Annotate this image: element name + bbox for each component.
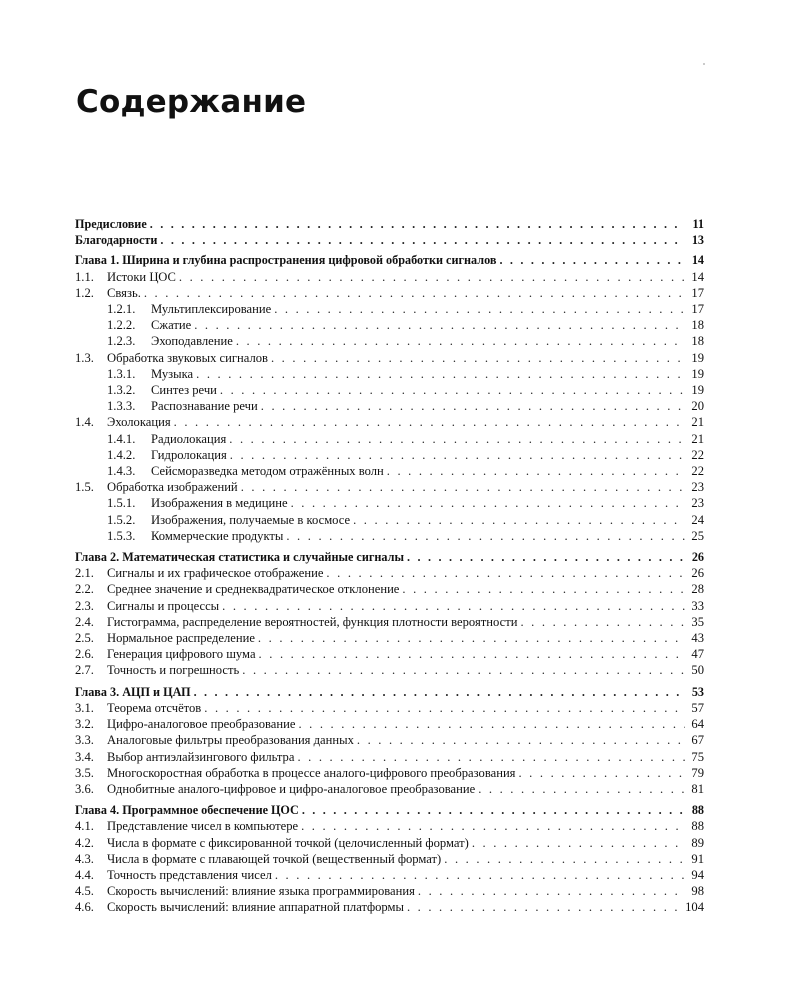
dot-leader xyxy=(150,216,685,232)
toc-entry[interactable] xyxy=(75,479,704,495)
dot-leader xyxy=(236,333,685,349)
page-title: Содержание xyxy=(76,84,307,120)
dot-leader xyxy=(222,598,685,614)
toc-page-number: 13 xyxy=(691,233,704,248)
toc-entry-number: 1.1. xyxy=(75,269,94,284)
toc-entry-title: Многоскоростная обработка в процессе аналого-цифрового преобразования xyxy=(107,765,516,780)
toc-entry-number: 1.5.3. xyxy=(107,528,136,543)
toc-entry-title: Среднее значение и среднеквадратическое отклонение xyxy=(107,582,400,597)
dot-leader xyxy=(302,802,685,818)
toc-page-number: 89 xyxy=(691,835,704,850)
toc-entry-title: Глава 1. Ширина и глубина распространения цифровой обработки сигналов xyxy=(75,253,497,268)
toc-page-number: 79 xyxy=(691,765,704,780)
toc-page-number: 19 xyxy=(691,350,704,365)
toc-page-number: 64 xyxy=(691,717,704,732)
toc-entry-title: Обработка звуковых сигналов xyxy=(107,350,268,365)
toc-entry[interactable] xyxy=(75,431,704,447)
toc-page-number: 43 xyxy=(691,631,704,646)
dot-leader xyxy=(241,479,685,495)
toc-entry-number: 2.2. xyxy=(75,582,94,597)
toc-entry-title: Связь. xyxy=(107,285,141,300)
toc-entry-number: 3.2. xyxy=(75,717,94,732)
dot-leader xyxy=(291,495,685,511)
toc-entry[interactable] xyxy=(75,398,704,414)
toc-entry-number: 4.6. xyxy=(75,900,94,915)
toc-entry-number: 2.3. xyxy=(75,598,94,613)
table-of-contents xyxy=(75,216,704,916)
dot-leader xyxy=(407,899,682,915)
toc-entry-number: 1.2. xyxy=(75,285,94,300)
toc-entry-number: 4.3. xyxy=(75,851,94,866)
toc-entry-title: Скорость вычислений: влияние аппаратной платформы xyxy=(107,900,404,915)
toc-page-number: 24 xyxy=(691,512,704,527)
toc-entry[interactable] xyxy=(75,818,704,834)
toc-page-number: 11 xyxy=(692,217,704,231)
toc-entry-title: Обработка изображений xyxy=(107,480,238,495)
dot-leader xyxy=(301,818,685,834)
dot-leader xyxy=(520,614,685,630)
dot-leader xyxy=(275,867,685,883)
toc-page-number: 14 xyxy=(691,253,704,268)
dot-leader xyxy=(518,765,685,781)
toc-entry-title: Мультиплексирование xyxy=(151,302,272,317)
toc-page-number: 81 xyxy=(691,781,704,796)
toc-page-number: 19 xyxy=(691,383,704,398)
toc-entry[interactable] xyxy=(75,581,704,597)
toc-entry-title: Сжатие xyxy=(151,318,192,333)
dot-leader xyxy=(472,835,685,851)
dot-leader xyxy=(286,528,685,544)
toc-page-number: 18 xyxy=(691,318,704,333)
toc-entry-number: 1.3.1. xyxy=(107,366,136,381)
toc-entry-title: Сигналы и их графическое отображение xyxy=(107,566,324,581)
toc-entry[interactable] xyxy=(75,732,704,748)
toc-page-number: 88 xyxy=(691,803,704,818)
toc-entry-title: Благодарности xyxy=(75,233,158,248)
toc-entry-number: 1.5.2. xyxy=(107,512,136,527)
dot-leader xyxy=(229,431,685,447)
toc-entry-title: Цифро-аналоговое преобразование xyxy=(107,717,296,732)
toc-entry-title: Истоки ЦОС xyxy=(107,269,176,284)
toc-page-number: 23 xyxy=(691,480,704,495)
toc-entry[interactable] xyxy=(75,716,704,732)
dot-leader xyxy=(174,414,685,430)
toc-page-number: 21 xyxy=(691,431,704,446)
toc-entry[interactable] xyxy=(75,851,704,867)
toc-page-number: 50 xyxy=(691,663,704,678)
dot-leader xyxy=(194,684,685,700)
toc-entry[interactable] xyxy=(75,333,704,349)
toc-entry[interactable] xyxy=(75,781,704,797)
toc-entry-number: 1.2.2. xyxy=(107,318,136,333)
toc-page-number: 22 xyxy=(691,447,704,462)
toc-entry-number: 1.3.3. xyxy=(107,399,136,414)
toc-entry-number: 1.4. xyxy=(75,415,94,430)
toc-entry-title: Эхолокация xyxy=(107,415,171,430)
toc-entry[interactable] xyxy=(75,512,704,528)
toc-entry-number: 2.1. xyxy=(75,566,94,581)
toc-page-number: 25 xyxy=(691,528,704,543)
toc-page-number: 91 xyxy=(691,851,704,866)
toc-entry-title: Числа в формате с фиксированной точкой (целочисленный формат) xyxy=(107,835,469,850)
toc-entry-title: Точность представления чисел xyxy=(107,867,272,882)
toc-entry-title: Аналоговые фильтры преобразования данных xyxy=(107,733,354,748)
dot-leader xyxy=(444,851,685,867)
dot-leader xyxy=(160,232,685,248)
toc-entry-title: Генерация цифрового шума xyxy=(107,647,256,662)
toc-entry[interactable] xyxy=(75,835,704,851)
dot-leader xyxy=(271,350,685,366)
toc-page-number: 28 xyxy=(691,582,704,597)
toc-entry-number: 2.7. xyxy=(75,663,94,678)
toc-entry-title: Эхоподавление xyxy=(151,334,233,349)
toc-entry-number: 4.5. xyxy=(75,884,94,899)
toc-page-number: 67 xyxy=(691,733,704,748)
dot-leader xyxy=(387,463,685,479)
toc-entry-title: Сигналы и процессы xyxy=(107,598,220,613)
toc-entry-number: 3.3. xyxy=(75,733,94,748)
toc-page-number: 75 xyxy=(691,749,704,764)
toc-entry-title: Изображения в медицине xyxy=(151,496,288,511)
toc-page-number: 22 xyxy=(691,464,704,479)
toc-entry-title: Коммерческие продукты xyxy=(151,528,284,543)
toc-entry-title: Представление чисел в компьютере xyxy=(107,819,299,834)
toc-entry-number: 1.3.2. xyxy=(107,383,136,398)
dot-leader xyxy=(402,581,685,597)
toc-entry-number: 2.6. xyxy=(75,647,94,662)
toc-entry-title: Сейсморазведка методом отражённых волн xyxy=(151,464,384,479)
toc-entry[interactable] xyxy=(75,301,704,317)
dot-leader xyxy=(261,398,685,414)
toc-front-entry[interactable] xyxy=(75,232,704,248)
toc-entry-number: 1.2.3. xyxy=(107,334,136,349)
toc-entry-title: Скорость вычислений: влияние языка программирования xyxy=(107,884,415,899)
dot-leader xyxy=(242,662,685,678)
toc-entry[interactable] xyxy=(75,528,704,544)
dot-leader xyxy=(204,700,685,716)
toc-chapter-entry[interactable] xyxy=(75,549,704,565)
toc-page-number: 26 xyxy=(691,566,704,581)
toc-entry-number: 3.5. xyxy=(75,765,94,780)
dot-leader xyxy=(220,382,685,398)
toc-entry-number: 1.4.3. xyxy=(107,464,136,479)
toc-page-number: 53 xyxy=(691,684,704,699)
toc-entry-number: 2.4. xyxy=(75,614,94,629)
toc-entry-title: Гидролокация xyxy=(151,447,227,462)
toc-entry[interactable] xyxy=(75,495,704,511)
dot-leader xyxy=(326,565,685,581)
toc-entry-number: 1.2.1. xyxy=(107,302,136,317)
toc-page-number: 88 xyxy=(691,819,704,834)
toc-page-number: 104 xyxy=(685,900,704,915)
toc-entry-title: Выбор антиэлайзингового фильтра xyxy=(107,749,295,764)
toc-entry-title: Нормальное распределение xyxy=(107,631,255,646)
toc-page-number: 57 xyxy=(691,700,704,715)
toc-entry-title: Однобитные аналого-цифровое и цифро-аналоговое преобразование xyxy=(107,781,476,796)
toc-entry[interactable] xyxy=(75,447,704,463)
toc-page-number: 21 xyxy=(691,415,704,430)
toc-entry-number: 1.3. xyxy=(75,350,94,365)
dot-leader xyxy=(259,646,685,662)
toc-entry-title: Музыка xyxy=(151,366,194,381)
toc-entry-title: Гистограмма, распределение вероятностей, функция плотности вероятности xyxy=(107,614,518,629)
toc-entry[interactable] xyxy=(75,565,704,581)
dot-leader xyxy=(258,630,685,646)
toc-entry[interactable] xyxy=(75,414,704,430)
toc-entry-title: Предисловие xyxy=(75,217,147,231)
toc-page-number: 47 xyxy=(691,647,704,662)
toc-entry-number: 4.1. xyxy=(75,819,94,834)
toc-entry-number: 1.4.2. xyxy=(107,447,136,462)
toc-front-entry[interactable] xyxy=(75,216,704,232)
dot-leader xyxy=(274,301,685,317)
dot-leader xyxy=(357,732,685,748)
toc-entry-number: 4.2. xyxy=(75,835,94,850)
toc-entry[interactable] xyxy=(75,765,704,781)
dot-leader xyxy=(407,549,685,565)
toc-page-number: 20 xyxy=(691,399,704,414)
toc-entry-title: Числа в формате с плавающей точкой (вещественный формат) xyxy=(107,851,442,866)
toc-entry-title: Глава 4. Программное обеспечение ЦОС xyxy=(75,803,299,818)
toc-entry[interactable] xyxy=(75,366,704,382)
toc-chapter-entry[interactable] xyxy=(75,802,704,818)
toc-entry[interactable] xyxy=(75,630,704,646)
toc-entry[interactable] xyxy=(75,269,704,285)
toc-entry[interactable] xyxy=(75,463,704,479)
toc-entry-title: Глава 2. Математическая статистика и случайные сигналы xyxy=(75,550,404,565)
dot-leader xyxy=(144,285,685,301)
dot-leader xyxy=(298,716,685,732)
toc-entry[interactable] xyxy=(75,867,704,883)
dot-leader xyxy=(499,252,685,268)
toc-page-number: 14 xyxy=(691,269,704,284)
toc-page-number: 26 xyxy=(691,550,704,565)
dot-leader xyxy=(194,317,685,333)
toc-entry-number: 3.4. xyxy=(75,749,94,764)
toc-entry[interactable] xyxy=(75,646,704,662)
dot-leader xyxy=(179,269,685,285)
toc-entry-title: Глава 3. АЦП и ЦАП xyxy=(75,684,191,699)
toc-page-number: 18 xyxy=(691,334,704,349)
dot-leader xyxy=(478,781,685,797)
toc-entry[interactable] xyxy=(75,350,704,366)
toc-entry[interactable] xyxy=(75,749,704,765)
toc-entry-number: 1.5.1. xyxy=(107,496,136,511)
toc-entry[interactable] xyxy=(75,662,704,678)
toc-entry-title: Изображения, получаемые в космосе xyxy=(151,512,351,527)
toc-entry-title: Синтез речи xyxy=(151,383,217,398)
dot-leader xyxy=(418,883,685,899)
toc-entry[interactable] xyxy=(75,883,704,899)
toc-entry[interactable] xyxy=(75,285,704,301)
toc-entry[interactable] xyxy=(75,317,704,333)
toc-page-number: 19 xyxy=(691,366,704,381)
toc-page-number: 33 xyxy=(691,598,704,613)
toc-page-number: 23 xyxy=(691,496,704,511)
toc-entry-title: Радиолокация xyxy=(151,431,227,446)
dot-leader xyxy=(230,447,685,463)
toc-entry-number: 2.5. xyxy=(75,631,94,646)
toc-entry-title: Точность и погрешность xyxy=(107,663,240,678)
toc-entry[interactable] xyxy=(75,899,704,915)
toc-entry-number: 1.4.1. xyxy=(107,431,136,446)
toc-entry[interactable] xyxy=(75,614,704,630)
toc-entry[interactable] xyxy=(75,598,704,614)
dot-leader xyxy=(353,512,685,528)
toc-page-number: 35 xyxy=(691,614,704,629)
toc-page-number: 17 xyxy=(691,302,704,317)
toc-entry-number: 3.1. xyxy=(75,700,94,715)
dot-leader xyxy=(297,749,685,765)
toc-entry[interactable] xyxy=(75,700,704,716)
toc-entry-title: Теорема отсчётов xyxy=(107,700,202,715)
toc-chapter-entry[interactable] xyxy=(75,684,704,700)
toc-entry-title: Распознавание речи xyxy=(151,399,258,414)
toc-page-number: 98 xyxy=(691,884,704,899)
toc-page-number: 94 xyxy=(691,867,704,882)
toc-entry-number: 3.6. xyxy=(75,781,94,796)
scan-speck xyxy=(703,63,705,65)
toc-entry-number: 4.4. xyxy=(75,867,94,882)
toc-entry[interactable] xyxy=(75,382,704,398)
toc-chapter-entry[interactable] xyxy=(75,252,704,268)
toc-page-number: 17 xyxy=(691,285,704,300)
dot-leader xyxy=(196,366,685,382)
toc-entry-number: 1.5. xyxy=(75,480,94,495)
